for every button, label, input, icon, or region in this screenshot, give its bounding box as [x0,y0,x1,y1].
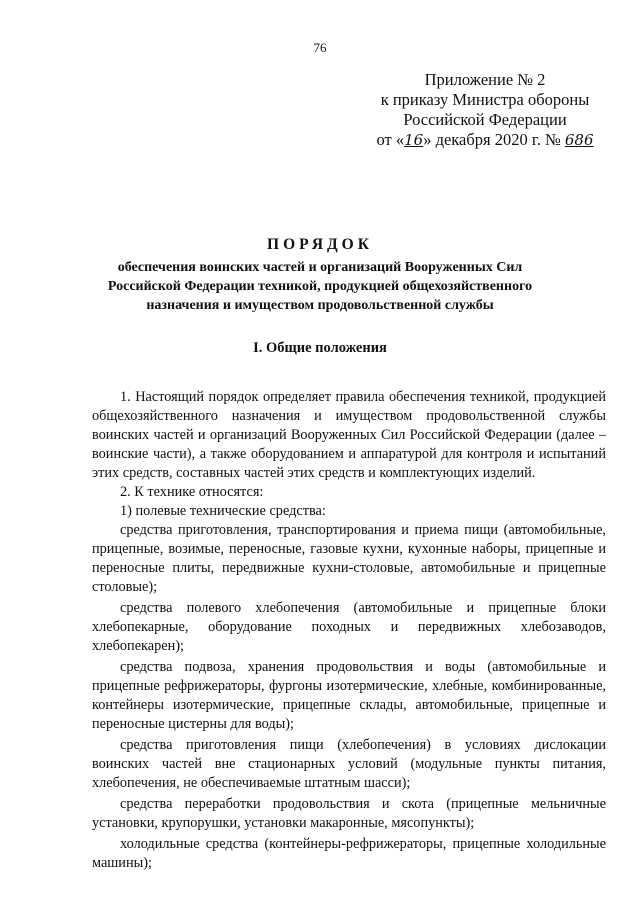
appendix-line: к приказу Министра обороны [380,90,590,109]
paragraph: средства полевого хлебопечения (автомобильные и прицепные блоки хлебопекарные, оборудование походных и передвижных хлебозаводов, хлебопекарен); [92,600,606,654]
paragraph: 1) полевые технические средства: [120,503,326,519]
paragraph: холодильные средства (контейнеры-рефрижераторы, прицепные холодильные машины); [92,836,606,871]
appendix-line: Приложение № 2 [424,70,546,89]
paragraph: средства подвоза, хранения продовольствия и воды (автомобильные и прицепные рефрижераторы, фургоны изотермические, хлебные, комбинированные, контейнеры изотермические, прицепные склады, автомобильные, прицепные и переносные цистерны для воды); [92,659,606,732]
document-title: ПОРЯДОК [267,236,373,253]
paragraph: средства приготовления, транспортирования и приема пищи (автомобильные, прицепные, возимые, переносные, газовые кухни, кухонные наборы, прицепные и переносные плиты, передвижные кухни-столовые, автомобильные и прицепные столовые); [92,522,606,595]
document-subtitle: обеспечения воинских частей и организаций Вооруженных Сил Российской Федерации техникой, продукцией общехозяйственного назначения и имуществом продовольственной службы [107,260,533,313]
page-number: 76 [313,40,327,55]
paragraph: 1. Настоящий порядок определяет правила обеспечения техникой, продукцией общехозяйственного назначения и имуществом продовольственной службы воинских частей и организаций Вооруженных Сил Российской Федерации (далее – воинские части), а также оборудованием и аппаратурой для контроля и испытаний этих средств, составных частей этих средств и комплектующих изделий. [92,389,606,481]
appendix-date-line [360,130,610,150]
date-prefix: от « [376,130,405,149]
section-heading: I. Общие положения [253,340,387,356]
paragraph: средства переработки продовольствия и скота (прицепные мельничные установки, крупорушки, установки макаронные, мясопункты); [92,796,606,831]
paragraph: 2. К технике относятся: [120,484,264,500]
appendix-line: Российской Федерации [403,110,567,129]
appendix-block [360,70,610,150]
order-number: 686 [564,131,594,149]
date-mid: » декабря 2020 г. № [423,130,561,149]
paragraph: средства приготовления пищи (хлебопечения) в условиях дислокации воинских частей вне стационарных условий (модульные пункты питания, хлебопечения, не обеспечиваемые штатным шасси); [92,737,606,791]
date-day: 16 [404,131,424,149]
body-text [92,388,606,873]
